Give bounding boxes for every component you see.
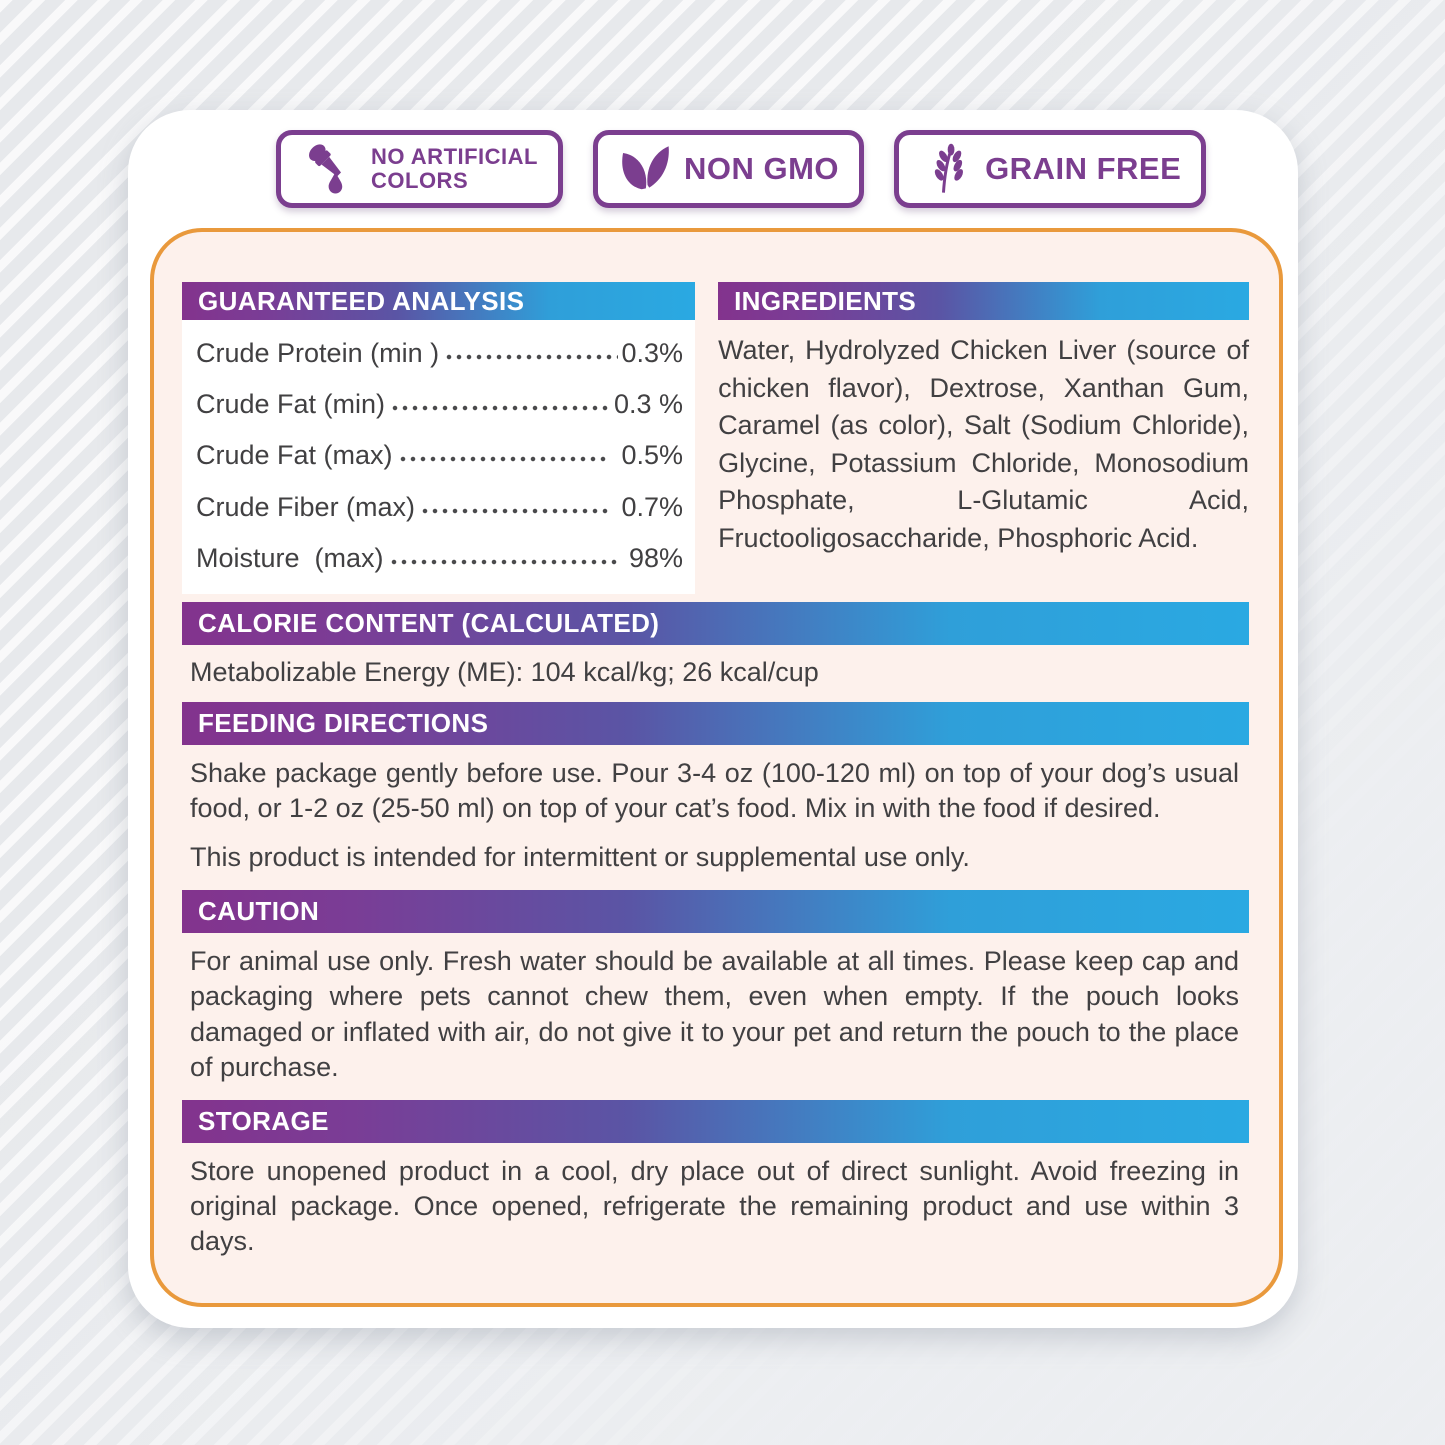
ingredients-header: INGREDIENTS [718,282,1249,320]
dot-leader [390,557,618,567]
ingredients-text: Water, Hydrolyzed Chicken Liver (source of chicken flavor), Dextrose, Xanthan Gum, Caramel (as color), Salt (Sodium Chloride), Glycine, Potassium Chloride, Monosodium Phosphate, L-Glutamic Acid, Fructooligosaccharide, Phosphoric Acid. [718,335,1249,553]
table-row [196,338,683,369]
guaranteed-analysis-section [182,282,695,594]
table-row [196,389,683,420]
nutrient-label: Crude Fat (max) [196,440,393,471]
guaranteed-analysis-header: GUARANTEED ANALYSIS [182,282,695,320]
badge-row [276,130,1206,208]
table-row [196,440,683,471]
label-card [128,110,1298,1328]
badge-label [371,145,538,193]
nutrient-label: Crude Fat (min) [196,389,386,420]
table-row [196,492,683,523]
nutrient-value: 0.3% [621,338,684,369]
dot-leader [421,506,610,516]
badge-non-gmo [593,130,864,208]
storage-header: STORAGE [182,1100,1249,1143]
dropper-icon [301,140,359,198]
nutrient-value: 0.5% [614,440,684,471]
info-panel [150,228,1283,1307]
nutrient-label: Crude Protein (min ) [196,338,440,369]
table-row [196,543,683,574]
nutrient-value: 98% [621,542,684,573]
top-columns [182,282,1249,594]
guaranteed-analysis-table [182,320,695,594]
badge-label-line2: COLORS [371,168,469,193]
calorie-content-header: CALORIE CONTENT (CALCULATED) [182,602,1249,645]
leaves-icon [618,142,672,196]
badge-label: GRAIN FREE [985,151,1182,186]
nutrient-value: 0.3 % [614,389,684,420]
feeding-directions-header: FEEDING DIRECTIONS [182,702,1249,745]
caution-header: CAUTION [182,890,1249,933]
nutrient-label: Moisture (max) [196,542,384,573]
feeding-directions-note: This product is intended for intermittent or supplemental use only. [190,842,970,873]
dot-leader [399,454,610,464]
nutrient-label: Crude Fiber (max) [196,491,416,522]
wheat-icon [919,142,973,196]
dot-leader [445,352,617,362]
dot-leader [391,403,610,413]
caution-text: For animal use only. Fresh water should be available at all times. Please keep cap and packaging where pets cannot chew them, even when empty. If the pouch looks damaged or inflated with air, do not give it to your pet and return the pouch to the place of purchase. [190,946,1239,1082]
badge-label: NON GMO [684,151,840,186]
storage-text: Store unopened product in a cool, dry place out of direct sunlight. Avoid freezing in original package. Once opened, refrigerate the remaining product and use within 3 days. [190,1155,1239,1256]
calorie-content-text: Metabolizable Energy (ME): 104 kcal/kg; 26 kcal/cup [190,657,819,687]
nutrient-value: 0.7% [614,491,684,522]
ingredients-section [718,282,1249,594]
badge-label-line1: NO ARTIFICIAL [371,144,538,170]
feeding-directions-text: Shake package gently before use. Pour 3-4 oz (100-120 ml) on top of your dog’s usual food, or 1-2 oz (25-50 ml) on top of your cat’s food. Mix in with the food if desired. [190,758,1239,824]
badge-no-artificial-colors [276,130,563,208]
badge-grain-free [894,130,1206,208]
